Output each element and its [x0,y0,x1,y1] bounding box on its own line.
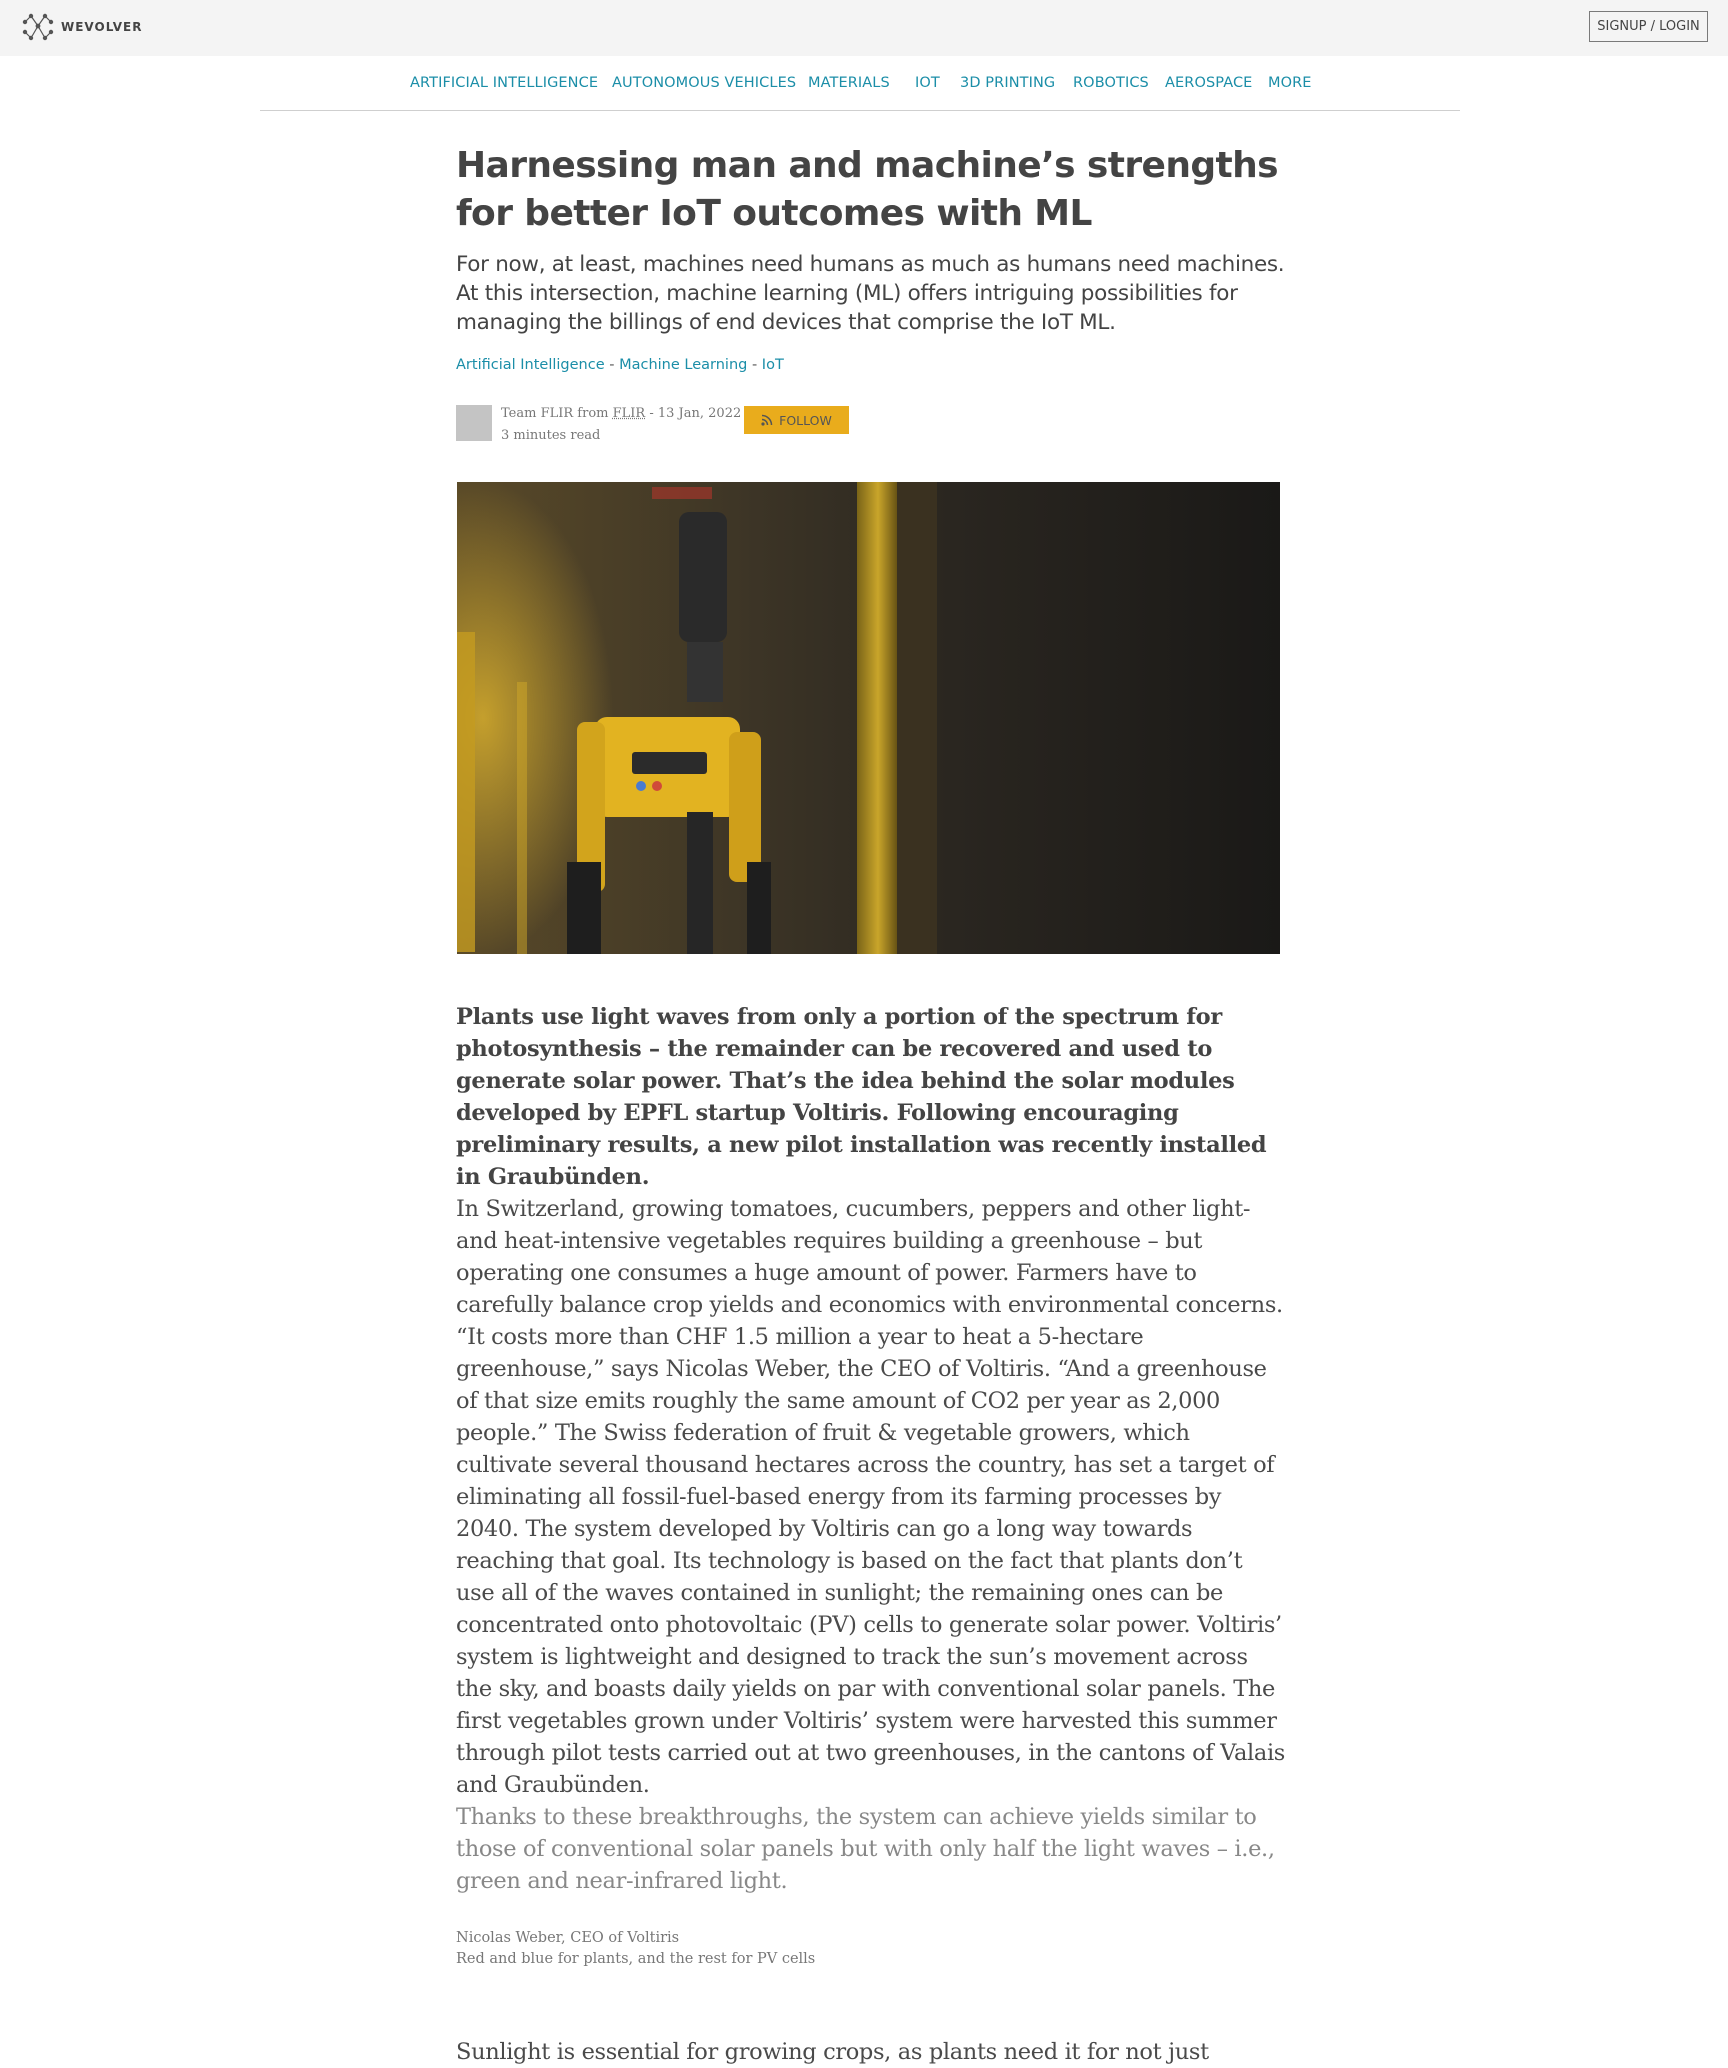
signup-login-button[interactable]: SIGNUP / LOGIN [1589,11,1708,42]
article-tags [456,357,784,373]
quote-attribution: Nicolas Weber, CEO of Voltiris [456,1930,680,1946]
nav-item-materials[interactable]: MATERIALS [808,75,890,91]
article-lead: Plants use light waves from only a portion of the spectrum for photosynthesis – the remainder can be recovered and used to generate solar power. That’s the idea behind the solar modules developed by EPFL startup Voltiris. Following encouraging preliminary results, a new pilot installation was recently installed in Graubünden. [456,1004,1267,1190]
date-separator: - [645,406,658,421]
publish-date: 13 Jan, 2022 [657,406,742,421]
article-subtitle: For now, at least, machines need humans as much as humans need machines. At this intersection, machine learning (ML) offers intriguing possibilities for managing the billings of end devices that comprise the IoT ML. [456,252,1285,335]
nav-item-artificial-intelligence[interactable]: ARTIFICIAL INTELLIGENCE [410,75,599,91]
tag-iot[interactable]: IoT [761,357,784,373]
from-word: from [577,406,609,421]
quote-caption [456,1928,815,1970]
nav-item-more[interactable]: MORE [1268,75,1312,91]
wevolver-logo-icon [21,12,55,42]
rss-icon [761,414,773,426]
follow-label: FOLLOW [779,412,832,428]
logo-text: WEVOLVER [61,20,143,34]
article-paragraph-1: In Switzerland, growing tomatoes, cucumbers, peppers and other light- and heat-intensive vegetables requires building a greenhouse – but operating one consumes a huge amount of power. Farmers have to carefully balance crop yields and economics with environmental concerns. “It costs more than CHF 1.5 million a year to heat a 5-hectare greenhouse,” says Nicolas Weber, the CEO of Voltiris. “And a greenhouse of that size emits roughly the same amount of CO2 per year as 2,000 people.” The Swiss federation of fruit & vegetable growers, which cultivate several thousand hectares across the country, has set a target of eliminating all fossil-fuel-based energy from its farming processes by 2040. The system developed by Voltiris can go a long way towards reaching that goal. Its technology is based on the fact that plants don’t use all of the waves contained in sunlight; the remaining ones can be concentrated onto photovoltaic (PV) cells to generate solar power. Voltiris’ system is lightweight and designed to track the sun’s movement across the sky, and boasts daily yields on par with conventional solar panels. The first vegetables grown under Voltiris’ system were harvested this summer through pilot tests carried out at two greenhouses, in the cantons of Valais and Graubünden. [456,1196,1286,1798]
nav-item-3d-printing[interactable]: 3D PRINTING [960,75,1056,91]
article-paragraph-2: Sunlight is essential for growing crops, as plants need it for not just [456,2039,1209,2065]
tag-artificial-intelligence[interactable]: Artificial Intelligence [456,357,605,373]
author-avatar[interactable] [456,405,492,441]
article-title: Harnessing man and machine’s strengths for better IoT outcomes with ML [456,145,1279,234]
nav-item-aerospace[interactable]: AEROSPACE [1165,75,1253,91]
top-bar [0,0,1728,56]
author-name[interactable]: Team FLIR [501,406,574,421]
tag-separator: - [604,357,620,373]
company-link[interactable]: FLIR [612,406,646,421]
pull-quote: Thanks to these breakthroughs, the system can achieve yields similar to those of conventional solar panels but with only half the light waves – i.e., green and near-infrared light. [456,1804,1275,1894]
quote-subcaption: Red and blue for plants, and the rest for PV cells [456,1951,816,1967]
follow-button[interactable] [744,406,849,434]
read-time: 3 minutes read [501,428,601,443]
article-meta [501,403,741,447]
nav-item-robotics[interactable]: ROBOTICS [1073,75,1149,91]
tag-machine-learning[interactable]: Machine Learning [619,357,748,373]
tag-separator: - [747,357,762,373]
category-nav [260,56,1460,111]
nav-item-iot[interactable]: IOT [915,75,940,91]
nav-item-autonomous-vehicles[interactable]: AUTONOMOUS VEHICLES [612,75,797,91]
hero-image-robot-dog [457,482,1280,954]
wevolver-logo[interactable] [21,12,142,42]
